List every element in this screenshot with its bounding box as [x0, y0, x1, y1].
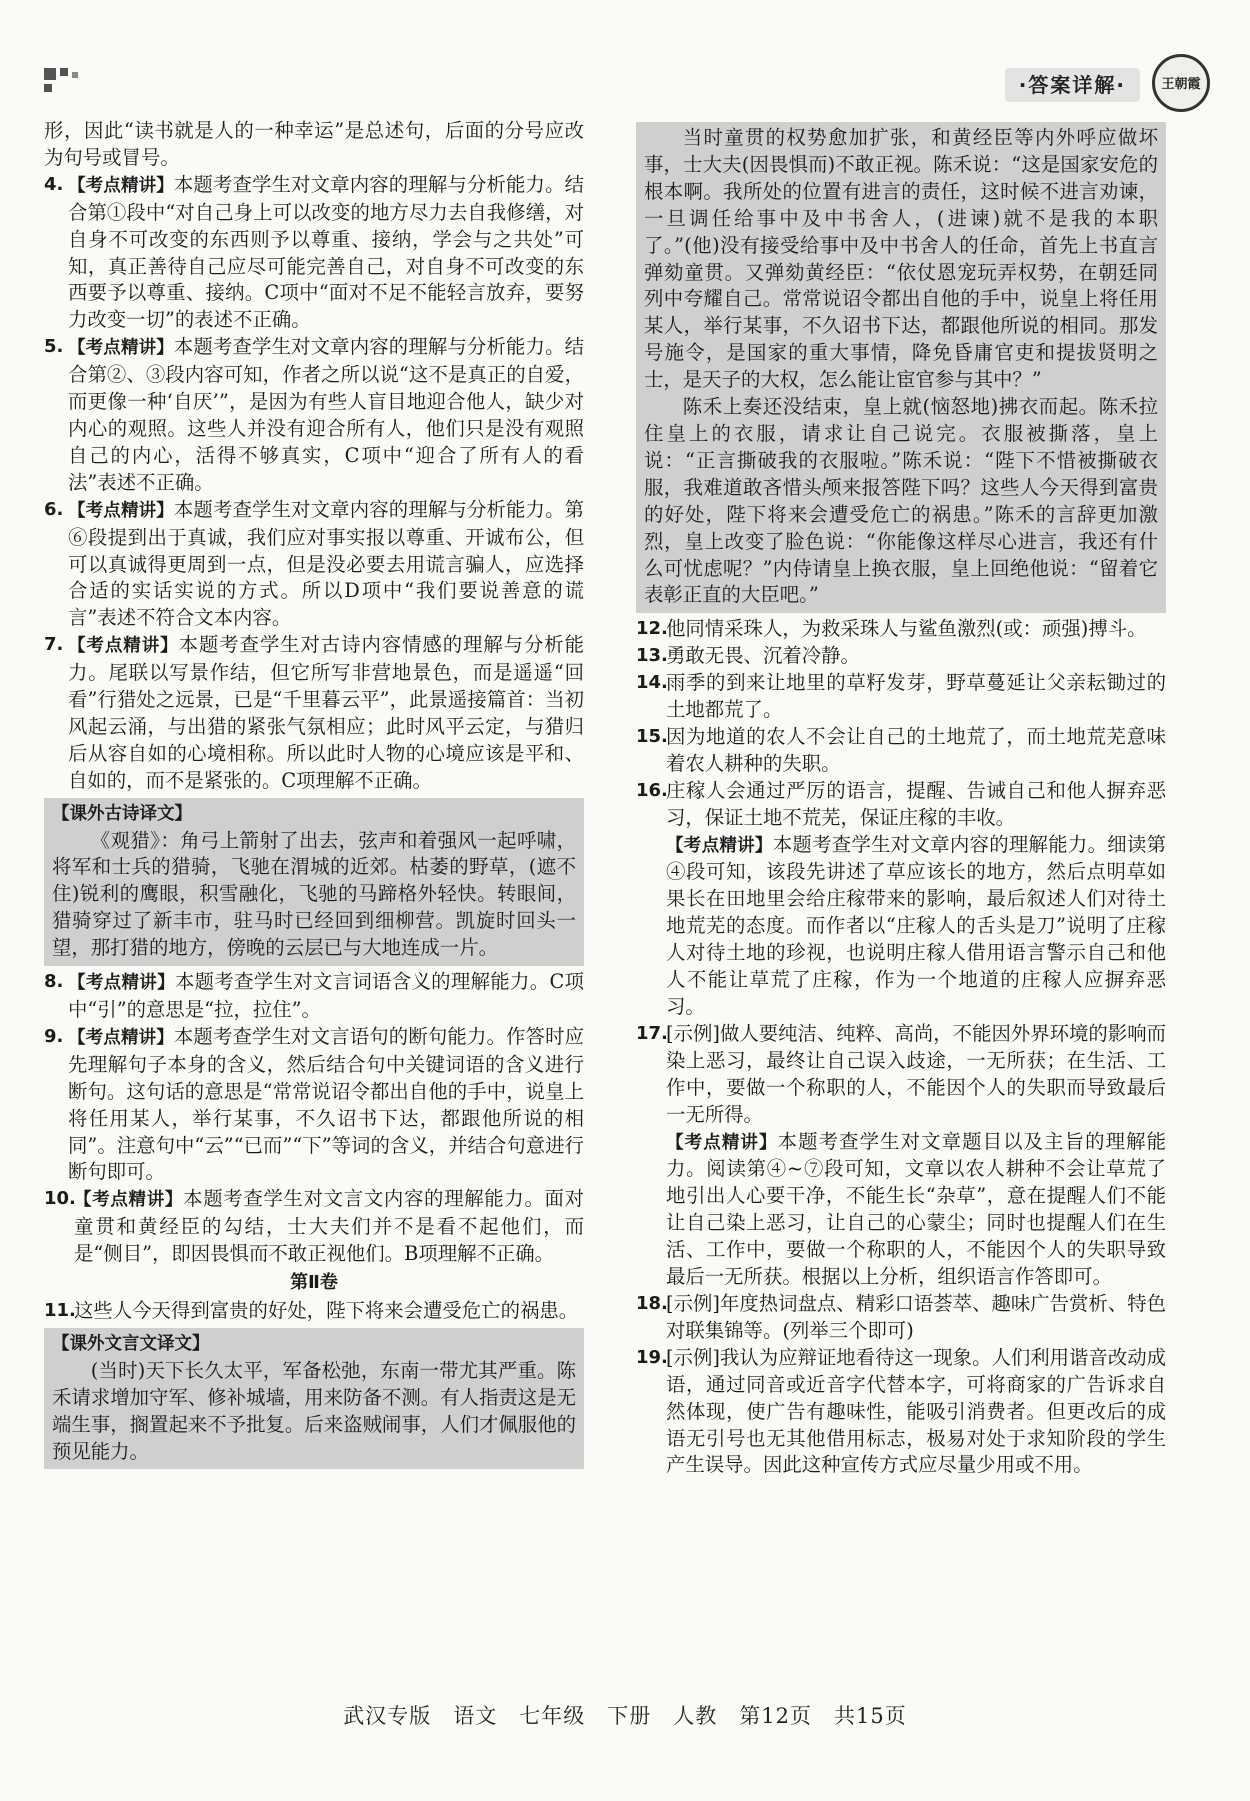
header-badge: ·答案详解· — [1005, 68, 1140, 102]
item-text: 本题考查学生对文章内容的理解与分析能力。第⑥段提到出于真诚，我们应对事实报以尊重、开诚布公，但可以真诚得更周到一点，但是没必要去用谎言骗人，应选择合适的实话实说的方式。所以D项中“我们要说善意的谎言”表述不符合文本内容。 — [68, 497, 585, 630]
answer-item-4 — [44, 172, 584, 334]
item-text: 做人要纯洁、纯粹、高尚，不能因外界环境的影响而染上恶习，最终让自己误入歧途，一无所获；在生活、工作中，要做一个称职的人，不能因个人的失职而导致最后一无所得。 — [666, 1021, 1167, 1126]
item-tag: 【考点精讲】 — [68, 973, 175, 994]
item-text: 我认为应辩证地看待这一现象。人们利用谐音改动成语，通过同音或近音字代替本字，可将商家的广告诉求自然体现，使广告有趣味性，能吸引消费者。但更改后的成语无引号也无其他借用标志，极易对处于求知阶段的学生产生误导。因此这种宣传方式应尽量少用或不用。 — [666, 1345, 1167, 1477]
item-number: 18. — [636, 1292, 668, 1314]
item-tag: 【考点精讲】 — [68, 500, 174, 521]
item-text: 本题考查学生对文言词语含义的理解能力。C项中“引”的意思是“拉，拉住”。 — [68, 970, 585, 1021]
right-column — [636, 118, 1166, 1479]
item-tag: 【考点精讲】 — [68, 175, 174, 196]
item-tag: 【考点精讲】 — [68, 338, 174, 359]
box-title: 【课外文言文译文】 — [52, 1333, 210, 1354]
item-number: 6. — [44, 498, 64, 520]
intro-text: 形，因此“读书就是人的一种幸运”是总述句，后面的分号应改为句号或冒号。 — [44, 119, 584, 169]
item-text: 本题考查学生对文章内容的理解与分析能力。结合第②、③段内容可知，作者之所以说“这不是真正的自爱，而更像一种‘自厌’”，是因为有些人盲目地迎合他人，缺少对内心的观照。这些人并没有迎合所有人，他们只是没有观照自己的内心，活得不够真实，C项中“迎合了所有人的看法”表述不正确。 — [68, 335, 585, 494]
answer-item-17 — [636, 1021, 1166, 1291]
item-number: 13. — [636, 645, 668, 667]
answer-item-6 — [44, 497, 584, 633]
item-number: 5. — [44, 336, 64, 358]
item-prefix: [示例] — [666, 1021, 720, 1045]
item-tag: 【考点精讲】 — [74, 1190, 184, 1211]
item-text: 本题考查学生对文言文内容的理解能力。面对童贯和黄经臣的勾结，士大夫们并不是看不起他们，而是“侧目”，即因畏惧而不敢正视他们。B项理解不正确。 — [74, 1187, 584, 1266]
item-tag: 【考点精讲】 — [666, 1132, 778, 1153]
item-text: 因为地道的农人不会让自己的土地荒了，而土地荒芜意味着农人耕种的失职。 — [666, 724, 1166, 775]
item-number: 7. — [44, 634, 64, 656]
page-footer: 武汉专版 语文 七年级 下册 人教 第12页 共15页 — [343, 1704, 907, 1728]
item-text: 庄稼人会通过严厉的语言，提醒、告诫自己和他人摒弃恶习，保证土地不荒芜，保证庄稼的丰收。 — [666, 778, 1166, 829]
answer-item-18 — [636, 1291, 1166, 1345]
item-text: 本题考查学生对古诗内容情感的理解与分析能力。尾联以写景作结，但它所写非营地景色，而是遥遥“回看”行猎处之远景，已是“千里暮云平”，此景遥接篇首：当初风起云涌，与出猎的紧张气氛相应；此时风平云定，与猎归后从容自如的心境相称。所以此时人物的心境应该是平和、自如的，而不是紧张的。C项理解不正确。 — [68, 633, 585, 792]
item-text: 本题考查学生对文言语句的断句能力。作答时应先理解句子本身的含义，然后结合句中关键词语的含义进行断句。这句话的意思是“常常说诏令都出自他的手中，说皇上将任用某人，举行某事，不久诏书下达，都跟他所说的相同”。注意句中“云”“已而”“下”等词的含义，并结合句意进行断句即可。 — [68, 1024, 585, 1184]
item-extra: 本题考查学生对文章内容的理解能力。细读第④段可知，该段先讲述了草应该长的地方，然后点明草如果长在田地里会给庄稼带来的影响，最后叙述人们对待土地荒芜的态度。而作者以“庄稼人的舌头是刀”说明了庄稼人对待土地的珍视，也说明庄稼人借用语言警示自己和他人不能让草荒了庄稼，作为一个地道的庄稼人应摒弃恶习。 — [666, 832, 1167, 1018]
box-paragraph: 陈禾上奏还没结束，皇上就(恼怒地)拂衣而起。陈禾拉住皇上的衣服，请求让自己说完。衣服被撕落，皇上说：“正言撕破我的衣服啦。”陈禾说：“陛下不惜被撕破衣服，我难道敢吝惜头颅来报答陛下吗？这些人今天得到富贵的好处，陛下将来会遭受危亡的祸患。”陈禾的言辞更加激烈，皇上改变了脸色说：“你能像这样尽心进言，我还有什么可忧虑呢？”内侍请皇上换衣服，皇上回绝他说：“留着它表彰正直的大臣吧。” — [644, 395, 1158, 607]
box-text: 《观猎》：角弓上箭射了出去，弦声和着强风一起呼啸，将军和士兵的猎骑，飞驰在渭城的近郊。枯萎的野草，(遮不住)锐利的鹰眼，积雪融化，飞驰的马蹄格外轻快。转眼间，猎骑穿过了新丰市，驻马时已经回到细柳营。凯旋时回头一望，那打猎的地方，傍晚的云层已与大地连成一片。 — [52, 828, 576, 960]
answer-item-7 — [44, 632, 584, 794]
item-number: 15. — [636, 725, 668, 747]
item-extra: 本题考查学生对文章题目以及主旨的理解能力。阅读第④~⑦段可知，文章以农人耕种不会让草荒了地引出人心要干净，不能生长“杂草”，意在提醒人们不能让自己染上恶习，让自己的心蒙尘；同时也提醒人们在生活、工作中，要做一个称职的人，不能因个人的失职导致最后一无所获。根据以上分析，组织语言作答即可。 — [666, 1129, 1167, 1289]
logo-text: 王朝霞 — [1161, 77, 1201, 92]
answer-item-12 — [636, 616, 1166, 643]
item-tag: 【考点精讲】 — [666, 835, 773, 856]
item-tag: 【考点精讲】 — [68, 636, 179, 657]
box-title: 【课外古诗译文】 — [52, 803, 192, 824]
answer-item-10 — [44, 1186, 584, 1268]
item-text: 本题考查学生对文章内容的理解与分析能力。结合第①段中“对自己身上可以改变的地方尽力去自我修缮，对自身不可改变的东西则予以尊重、接纳，学会与之共处”可知，真正善待自己应尽可能完善自己，对自身不可改变的东西要予以尊重、接纳。C项中“面对不足不能轻言放弃，要努力改变一切”的表述不正确。 — [68, 172, 585, 332]
answer-item-14 — [636, 670, 1166, 724]
answer-item-8 — [44, 969, 584, 1024]
item-number: 14. — [636, 672, 668, 694]
item-text: 他同情采珠人，为救采珠人与鲨鱼激烈(或：顽强)搏斗。 — [666, 617, 1147, 641]
answer-item-19 — [636, 1345, 1166, 1480]
answer-item-5 — [44, 334, 584, 496]
answer-item-15 — [636, 724, 1166, 778]
item-number: 12. — [636, 618, 668, 640]
item-number: 10. — [44, 1188, 76, 1210]
box-text: (当时)天下长久太平，军备松弛，东南一带尤其严重。陈禾请求增加守军、修补城墙，用来防备不测。有人指责这是无端生事，搁置起来不予批复。后来盗贼闹事，人们才佩服他的预见能力。 — [52, 1358, 576, 1463]
prose-translation-continued-box — [636, 122, 1166, 613]
item-number: 17. — [636, 1022, 668, 1044]
answer-item-9 — [44, 1024, 584, 1186]
answer-item-11 — [44, 1298, 584, 1325]
item-number: 11. — [44, 1299, 76, 1321]
item-text: 这些人今天得到富贵的好处，陛下将来会遭受危亡的祸患。 — [74, 1298, 579, 1322]
item-number: 19. — [636, 1346, 668, 1368]
item-prefix: [示例] — [666, 1345, 720, 1369]
answer-item-13 — [636, 643, 1166, 670]
section-heading: 第Ⅱ卷 — [290, 1272, 338, 1294]
poem-translation-box — [44, 798, 584, 966]
item-text: 勇敢无畏、沉着冷静。 — [666, 644, 860, 668]
brand-logo — [1152, 54, 1210, 112]
box-paragraph: 当时童贯的权势愈加扩张，和黄经臣等内外呼应做坏事，士大夫(因畏惧而)不敢正视。陈禾说：“这是国家安危的根本啊。我所处的位置有进言的责任，这时候不进言劝谏，一旦调任给事中及中书舍人，(进谏)就不是我的本职了。”(他)没有接受给事中及中书舍人的任命，首先上书直言弹劾童贯。又弹劾黄经臣：“依仗恩宠玩弄权势，在朝廷同列中夸耀自己。常常说诏令都出自他的手中，说皇上将任用某人，举行某事，不久诏书下达，都跟他所说的相同。那发号施令，是国家的重大事情，降免昏庸官吏和提拔贤明之士，是天子的大权，怎么能让宦官参与其中？” — [644, 126, 1158, 392]
left-column — [44, 118, 584, 1472]
prose-translation-box — [44, 1328, 584, 1470]
item-number: 4. — [44, 173, 64, 195]
item-number: 8. — [44, 971, 64, 993]
item-number: 9. — [44, 1025, 64, 1047]
item-text: 年度热词盘点、精彩口语荟萃、趣味广告赏析、特色对联集锦等。(列举三个即可) — [666, 1291, 1167, 1342]
item-number: 16. — [636, 779, 668, 801]
answer-item-16 — [636, 778, 1166, 1021]
item-tag: 【考点精讲】 — [68, 1027, 174, 1048]
item-text: 雨季的到来让地里的草籽发芽，野草蔓延让父亲耘锄过的土地都荒了。 — [666, 671, 1166, 722]
item-prefix: [示例] — [666, 1291, 720, 1315]
